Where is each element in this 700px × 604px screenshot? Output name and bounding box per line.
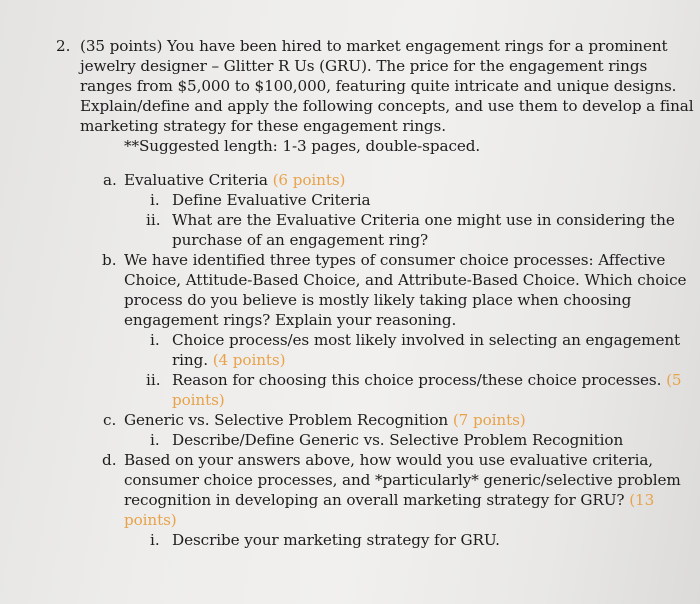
part-b-ii-points-a: (5: [666, 371, 682, 389]
part-d-line-1: Based on your answers above, how would you use evaluative criteria,: [124, 451, 654, 469]
part-b-ii-label: ii.: [146, 371, 161, 389]
question-line-3: ranges from $5,000 to $100,000, featuring quite intricate and unique designs.: [80, 77, 677, 95]
question-number: 2.: [56, 37, 71, 55]
part-d-i-text: Describe your marketing strategy for GRU.: [172, 531, 500, 549]
part-d-label: d.: [102, 451, 117, 469]
part-b-i-line-1: Choice process/es most likely involved in selecting an engagement: [172, 331, 681, 349]
part-c-i-label: i.: [150, 431, 160, 449]
question-line-5: marketing strategy for these engagement rings.: [80, 117, 446, 135]
part-d-line-3: [124, 490, 654, 510]
part-b-ii-line-1: [172, 370, 681, 390]
part-d-line-2: consumer choice processes, and *particularly* generic/selective problem: [124, 471, 681, 489]
part-d-points-a: (13: [629, 491, 655, 509]
part-c-label: c.: [103, 411, 117, 429]
part-a-ii-line-1: What are the Evaluative Criteria one might use in considering the: [172, 211, 675, 229]
part-c-title: Generic vs. Selective Problem Recognition: [124, 411, 449, 429]
part-b-ii-points-b: points): [172, 391, 225, 409]
part-b-line-2: Choice, Attitude-Based Choice, and Attribute-Based Choice. Which choice: [124, 271, 687, 289]
part-b-line-3: process do you believe is mostly likely taking place when choosing: [124, 291, 632, 309]
part-c-i-text: Describe/Define Generic vs. Selective Problem Recognition: [172, 431, 624, 449]
part-a-label: a.: [103, 171, 117, 189]
question-line-2: jewelry designer – Glitter R Us (GRU). The price for the engagement rings: [80, 57, 648, 75]
part-b-label: b.: [102, 251, 117, 269]
part-a-title: Evaluative Criteria: [124, 171, 268, 189]
part-b-i-points: (4 points): [212, 351, 286, 369]
part-d-points-b: points): [124, 511, 177, 529]
part-b-i-line-2: [172, 350, 285, 370]
part-b-line-1: We have identified three types of consumer choice processes: Affective: [124, 251, 666, 269]
part-d-line-3-text: recognition in developing an overall marketing strategy for GRU?: [124, 491, 625, 509]
part-d-i-label: i.: [150, 531, 160, 549]
part-b-ii-line-1-text: Reason for choosing this choice process/these choice processes.: [172, 371, 662, 389]
part-a-points: (6 points): [272, 171, 346, 189]
part-b-line-4: engagement rings? Explain your reasoning.: [124, 311, 457, 329]
part-b-i-line-2-text: ring.: [172, 351, 208, 369]
part-a-ii-line-2: purchase of an engagement ring?: [172, 231, 428, 249]
part-a-i-label: i.: [150, 191, 160, 209]
question-line-1: (35 points) You have been hired to market engagement rings for a prominent: [80, 37, 668, 55]
part-c-points: (7 points): [452, 411, 526, 429]
part-b-i-label: i.: [150, 331, 160, 349]
part-a-ii-label: ii.: [146, 211, 161, 229]
part-a-i-text: Define Evaluative Criteria: [172, 191, 371, 209]
question-line-4: Explain/define and apply the following concepts, and use them to develop a final: [80, 97, 694, 115]
part-a-heading: [124, 170, 345, 190]
suggested-length: **Suggested length: 1-3 pages, double-spaced.: [124, 137, 481, 155]
part-c-heading: [124, 410, 526, 430]
